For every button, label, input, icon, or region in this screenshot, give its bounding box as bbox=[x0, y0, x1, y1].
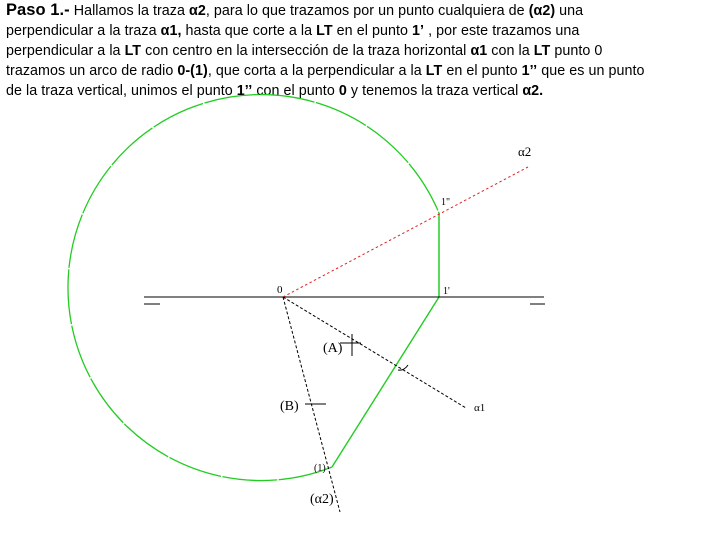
label-1-double-prime: 1" bbox=[441, 197, 451, 208]
label-A: (A) bbox=[323, 341, 343, 356]
text-segment: hasta que corte a la bbox=[181, 23, 317, 39]
text-segment: , que corta a la perpendicular a la bbox=[207, 63, 426, 79]
label-alpha2-paren: (α2) bbox=[310, 492, 334, 507]
bold-term: 1’ bbox=[412, 23, 425, 39]
text-segment: en el punto bbox=[442, 63, 522, 79]
text-segment: , por este trazamos una bbox=[424, 23, 580, 39]
construction-arc bbox=[68, 95, 439, 481]
text-segment: y tenemos la traza vertical bbox=[346, 83, 523, 99]
text-segment: perpendicular a la bbox=[6, 43, 125, 59]
label-1-prime: 1' bbox=[443, 286, 450, 297]
text-segment: que es un punto bbox=[537, 63, 645, 79]
bold-term: LT bbox=[124, 43, 142, 59]
text-segment: Hallamos la traza bbox=[69, 3, 190, 19]
bold-term: α1 bbox=[470, 43, 488, 59]
text-segment: trazamos un arco de radio bbox=[6, 63, 178, 79]
bold-term: LT bbox=[316, 23, 333, 39]
trace-alpha2 bbox=[283, 167, 528, 297]
bold-term: α1, bbox=[160, 23, 182, 39]
bold-term: (α2) bbox=[528, 3, 556, 19]
paso-title: Paso 1.- bbox=[6, 1, 70, 19]
label-0: 0 bbox=[277, 284, 283, 296]
label-B: (B) bbox=[280, 399, 299, 414]
text-segment: , para lo que trazamos por un punto cualquiera de bbox=[205, 3, 529, 19]
bold-term: LT bbox=[425, 63, 443, 79]
bold-term: 0 bbox=[338, 83, 347, 99]
text-segment: perpendicular a la traza bbox=[6, 23, 161, 39]
bold-term: 0-(1) bbox=[177, 63, 208, 79]
text-segment: con el punto bbox=[252, 83, 339, 99]
bold-term: 1’’ bbox=[236, 83, 253, 99]
bold-term: 1’’ bbox=[521, 63, 538, 79]
text-segment: con la bbox=[487, 43, 534, 59]
label-1-paren: (1) bbox=[314, 463, 326, 474]
bold-term: LT bbox=[533, 43, 551, 59]
bold-term: α2 bbox=[189, 3, 206, 19]
text-segment: punto 0 bbox=[550, 43, 603, 59]
perpendicular-to-alpha1 bbox=[332, 297, 439, 467]
text-segment: de la traza vertical, unimos el punto bbox=[6, 83, 237, 99]
label-alpha1: α1 bbox=[474, 402, 486, 414]
bold-term: α2. bbox=[522, 83, 544, 99]
text-segment: una bbox=[555, 3, 584, 19]
text-segment: con centro en la intersección de la traza horizontal bbox=[141, 43, 471, 59]
label-alpha2: α2 bbox=[518, 144, 532, 159]
text-segment: en el punto bbox=[332, 23, 413, 39]
trace-alpha1 bbox=[283, 297, 466, 408]
